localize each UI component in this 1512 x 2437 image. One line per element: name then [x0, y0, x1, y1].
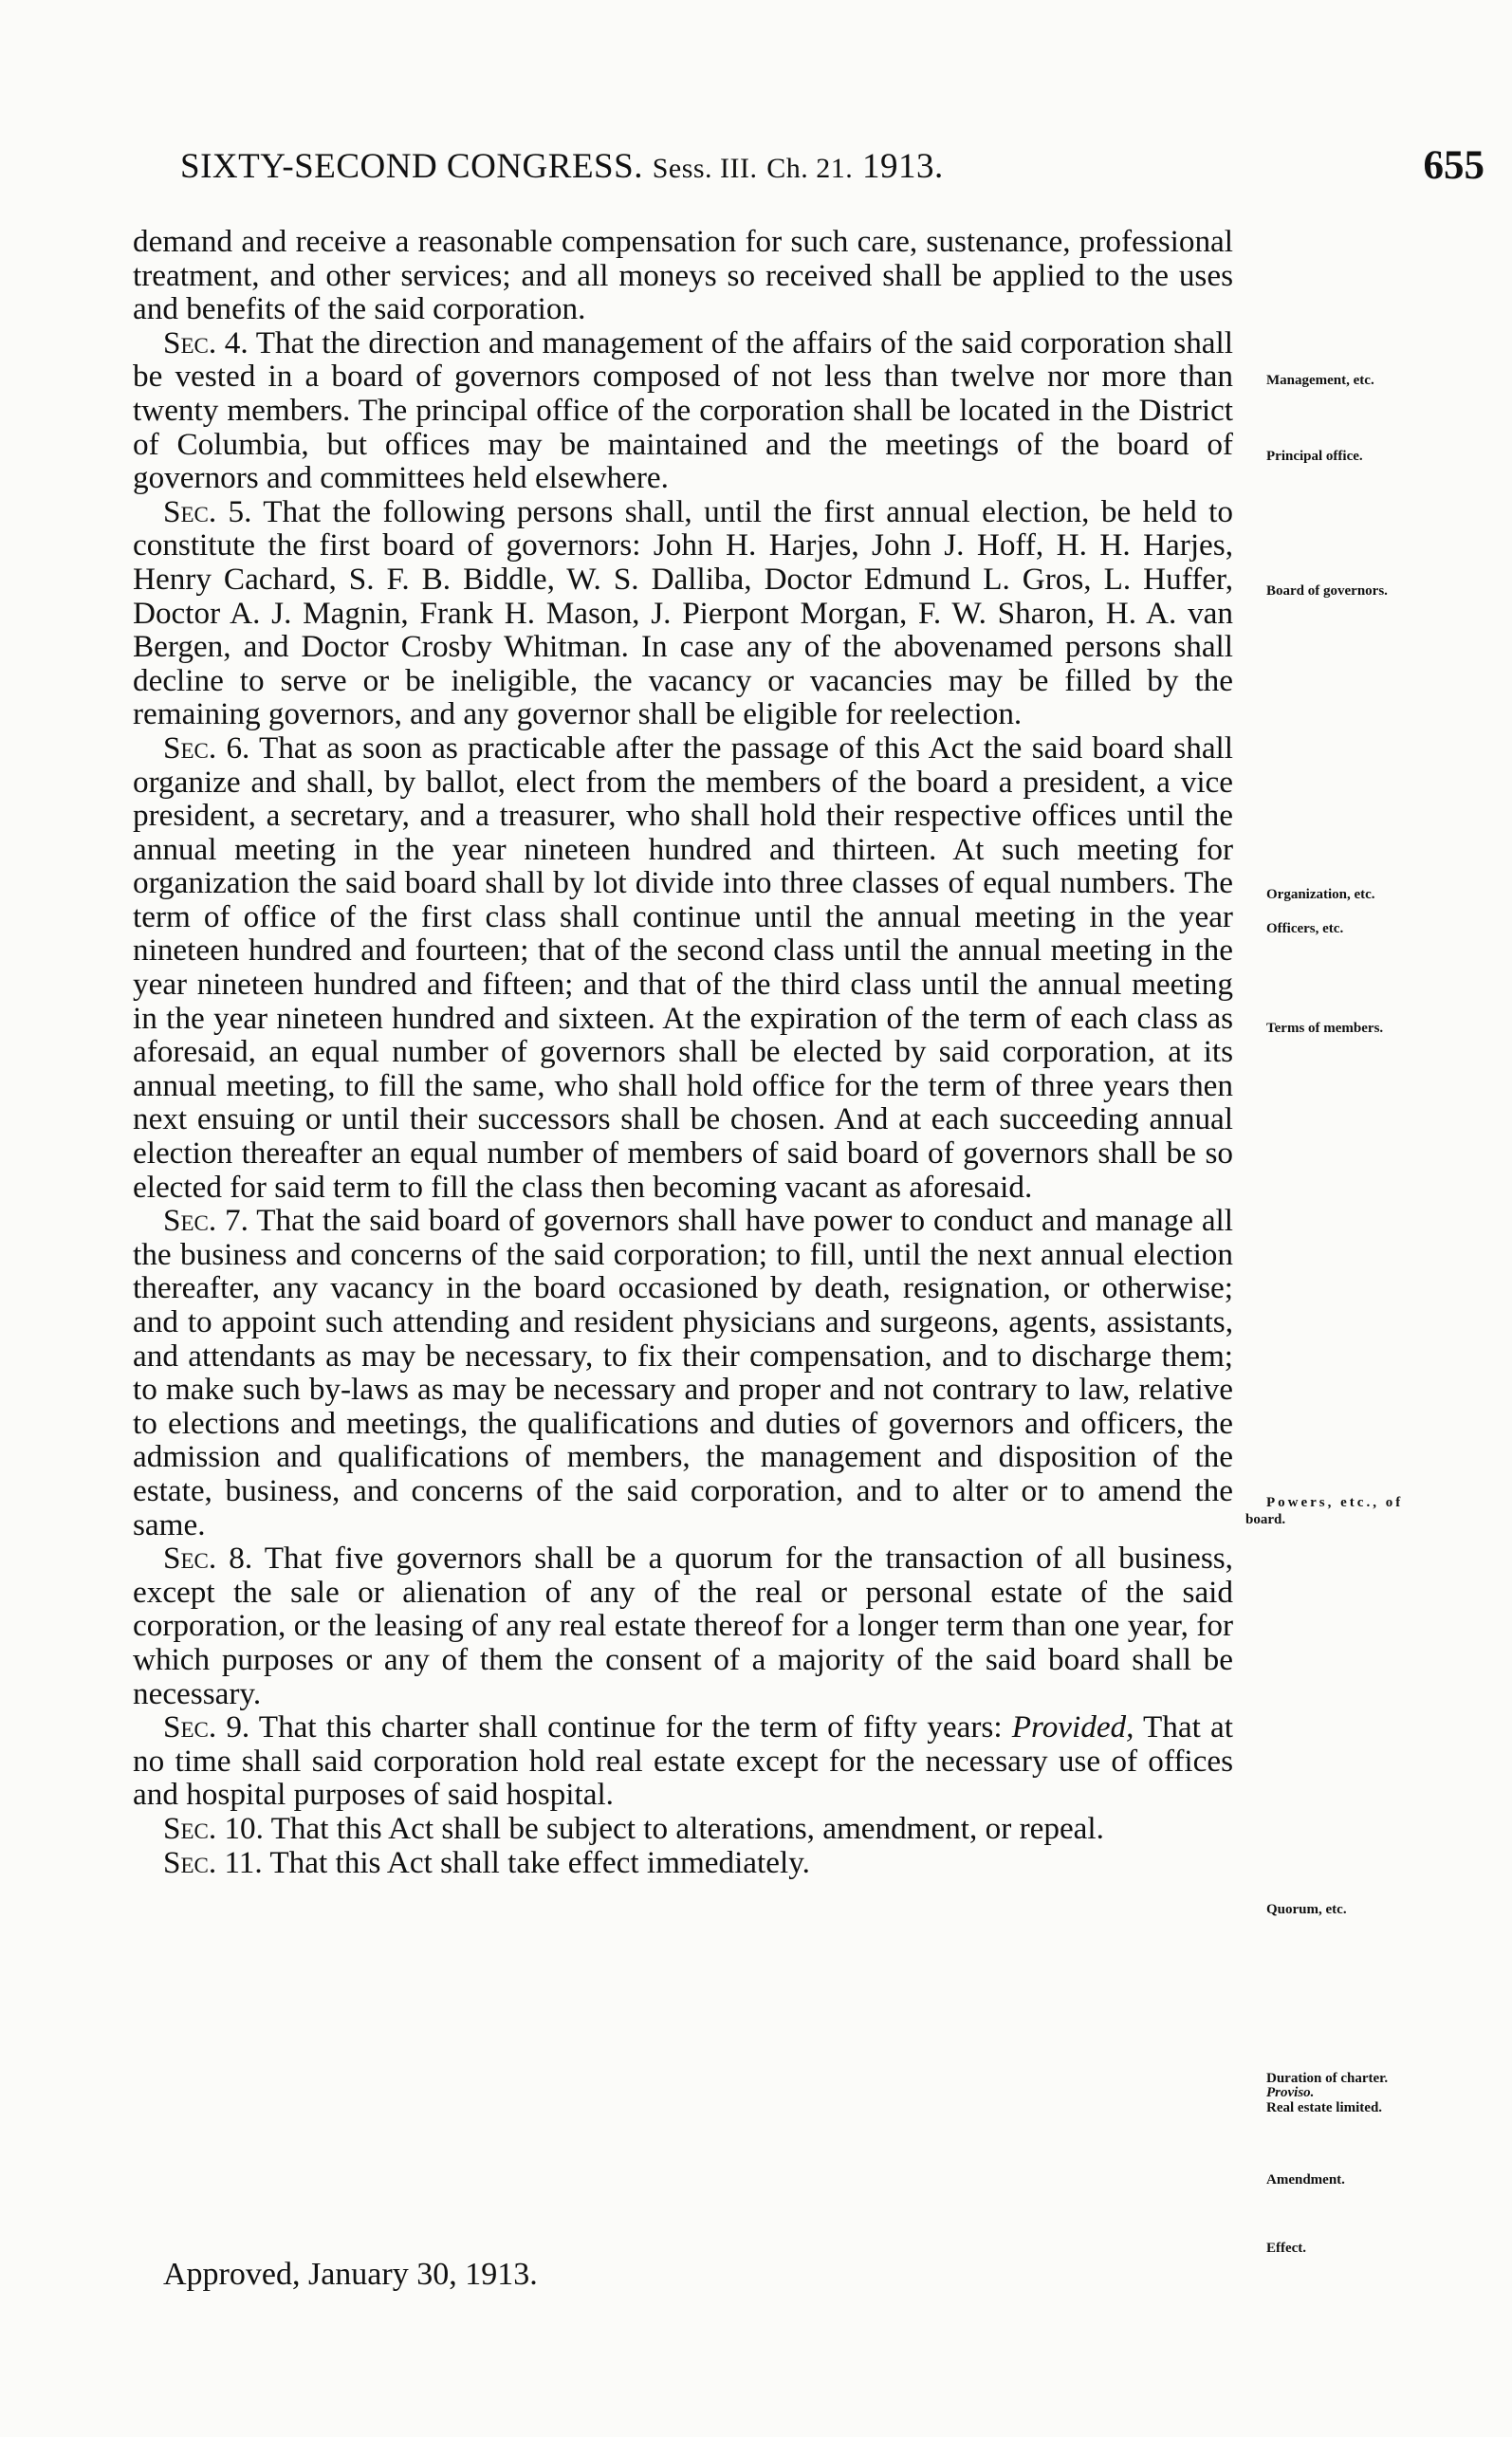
margin-note-real-estate: Real estate limited. [1266, 2100, 1383, 2115]
section-10-label: Sec. 10. [163, 1810, 264, 1846]
section-6-label: Sec. 6. [163, 729, 250, 766]
page-number: 655 [1423, 143, 1484, 188]
section-10-text: That this Act shall be subject to alterations, amendment, or repeal. [263, 1810, 1104, 1846]
margin-note-organization: Organization, etc. [1266, 887, 1375, 902]
margin-note-management: Management, etc. [1266, 373, 1374, 388]
section-8-label: Sec. 8. [163, 1541, 253, 1577]
section-8-text: That five governors shall be a quorum for the transaction of all business, except the sale or alienation of any of the real or personal estate of the said corporation, or the leasing of any real estate thereof for a longer term than one year, for which purposes or any of them the consent of a majority of the said board shall be necessary. [133, 1541, 1233, 1711]
section-9-text: That this charter shall continue for the term of fifty years: [249, 1709, 1012, 1745]
section-9-label: Sec. 9. [163, 1709, 250, 1745]
section-9 [133, 1710, 1233, 1812]
margin-note-duration: Duration of charter. [1266, 2071, 1389, 2086]
section-11-text: That this Act shall take effect immediately. [262, 1844, 810, 1880]
paragraph-continued: demand and receive a reasonable compensation for such care, sustenance, professional treatment, and other services; and all moneys so received shall be applied to the uses and benefits of the said corporation. [133, 224, 1233, 327]
statute-body [133, 225, 1233, 1879]
margin-note-proviso: Proviso. [1266, 2085, 1315, 2100]
section-9-text-2: That at no time shall said corporation hold real estate except for the necessary use of offices and hospital purposes of said hospital. [133, 1709, 1233, 1813]
section-4-text: That the direction and management of the affairs of the said corporation shall be vested in a board of governors composed of not less than twelve nor more than twenty members. The principal office of the corporation shall be located in the District of Columbia, but offices may be maintained and the meetings of the board of governors and committees held elsewhere. [133, 324, 1233, 496]
section-6 [133, 731, 1233, 1204]
congress-title: SIXTY-SECOND CONGRESS. [180, 147, 643, 186]
section-11 [133, 1846, 1233, 1880]
section-10 [133, 1812, 1233, 1846]
section-4 [133, 326, 1233, 495]
section-5-text: That the following persons shall, until the first annual election, be held to constitute the first board of governors: John H. Harjes, John J. Hoff, H. H. Harjes, Henry Cachard, S. F. B. Biddle, W. S. Dalliba, Doctor Edmund L. Gros, L. Huffer, Doctor A. J. Magnin, Frank H. Mason, J. Pierpont Morgan, F. W. Sharon, H. A. van Bergen, and Doctor Crosby Whitman. In case any of the abovenamed persons shall decline to serve or be ineligible, the vacancy or vacancies may be filled by the remaining governors, and any governor shall be eligible for reelection. [133, 493, 1233, 732]
margin-note-amendment: Amendment. [1266, 2172, 1345, 2188]
approval-line: Approved, January 30, 1913. [163, 2257, 538, 2292]
margin-note-powers-board: board. [1245, 1512, 1286, 1527]
section-7-text: That the said board of governors shall have power to conduct and manage all the business and concerns of the said corporation; to fill, until the next annual election thereafter, any vacancy in the board occasioned by death, resignation, or otherwise; and to appoint such attending and resident physicians and surgeons, agents, assistants, and attendants as may be necessary, to fix their compensation, and to discharge them; to make such by-laws as may be necessary and proper and not contrary to law, relative to elections and meetings, the qualifications and duties of governors and officers, the admission and qualifications of members, the management and disposition of the estate, business, and concerns of the said corporation, and to alter or to amend the same. [133, 1203, 1233, 1542]
margin-note-powers: Powers, etc., of [1266, 1495, 1404, 1510]
section-6-text: That as soon as practicable after the passage of this Act the said board shall organize and shall, by ballot, elect from the members of the board a president, a vice president, a secretary, and a treasurer, who shall hold their respective offices until the annual meeting in the year nineteen hundred and thirteen. At such meeting for organization the said board shall by lot divide into three classes of equal numbers. The term of office of the first class shall continue until the annual meeting in the year nineteen hundred and fourteen; that of the second class until the annual meeting in the year nineteen hundred and fifteen; and that of the third class until the annual meeting in the year nineteen hundred and sixteen. At the expiration of the term of each class as aforesaid, an equal number of governors shall be elected by said corporation, at its annual meeting, to fill the same, who shall hold office for the term of three years then next ensuing or until their successors shall be chosen. And at each succeeding annual election thereafter an equal number of members of said board of governors shall be so elected for said term to fill the class then becoming vacant as aforesaid. [133, 729, 1233, 1205]
chapter-label: Ch. 21. [766, 153, 854, 184]
page-header [180, 142, 1484, 199]
section-9-proviso: Provided, [1011, 1709, 1134, 1745]
margin-note-quorum: Quorum, etc. [1266, 1902, 1347, 1917]
section-5-label: Sec. 5. [163, 493, 252, 529]
section-7-label: Sec. 7. [163, 1203, 249, 1239]
section-5 [133, 495, 1233, 731]
section-7 [133, 1204, 1233, 1542]
running-head [180, 146, 944, 187]
section-8 [133, 1542, 1233, 1710]
margin-note-officers: Officers, etc. [1266, 921, 1344, 936]
margin-note-terms-of-members: Terms of members. [1266, 1021, 1384, 1036]
section-4-label: Sec. 4. [163, 324, 249, 360]
margin-note-effect: Effect. [1266, 2241, 1307, 2256]
session-label: Sess. III. [652, 153, 758, 184]
header-year: 1913. [862, 147, 944, 186]
margin-note-board-of-governors: Board of governors. [1266, 583, 1388, 599]
margin-note-principal-office: Principal office. [1266, 449, 1363, 464]
section-11-label: Sec. 11. [163, 1844, 263, 1880]
